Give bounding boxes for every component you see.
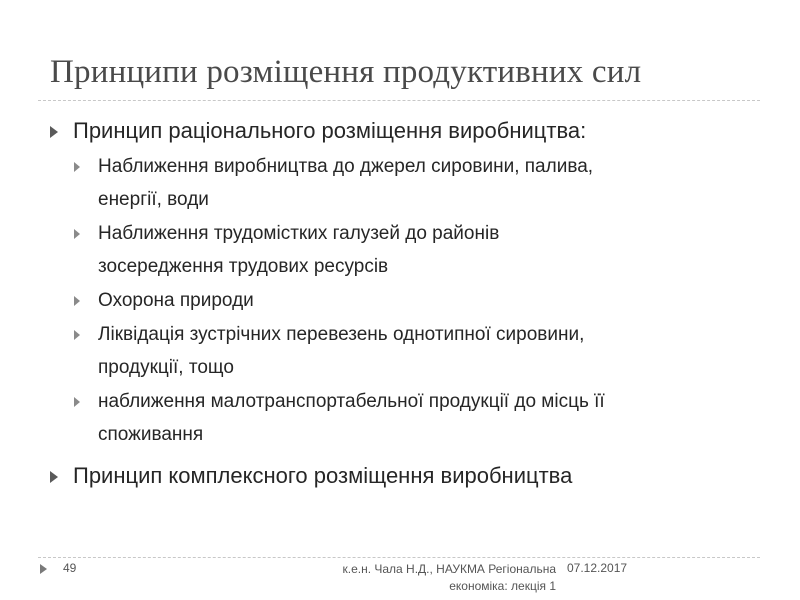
bullet-text: Принцип раціонального розміщення виробництва: bbox=[73, 118, 587, 143]
triangle-bullet-icon bbox=[50, 126, 58, 138]
slide-content bbox=[48, 117, 748, 490]
small-triangle-bullet-icon bbox=[74, 296, 80, 306]
bullet-rational-placement bbox=[48, 117, 748, 145]
title-divider bbox=[38, 100, 760, 101]
triangle-marker-icon bbox=[40, 564, 47, 574]
subbullet-line: наближення малотранспортабельної продукції до місць її bbox=[98, 391, 605, 412]
small-triangle-bullet-icon bbox=[74, 162, 80, 172]
subbullet-line: Охорона природи bbox=[98, 290, 254, 311]
subbullet-line: Наближення виробництва до джерел сировини, палива, bbox=[98, 156, 594, 177]
subbullet-line: Ліквідація зустрічних перевезень однотипної сировини, bbox=[98, 324, 585, 345]
subbullet-line: енергії, води bbox=[98, 189, 209, 210]
subbullet-line: Наближення трудомістких галузей до районів bbox=[98, 223, 500, 244]
small-triangle-bullet-icon bbox=[74, 397, 80, 407]
footer-author bbox=[288, 561, 556, 595]
page-number: 49 bbox=[63, 561, 77, 575]
small-triangle-bullet-icon bbox=[74, 330, 80, 340]
footer-date: 07.12.2017 bbox=[567, 561, 628, 575]
footer-divider bbox=[38, 557, 760, 558]
subbullet-line: споживання bbox=[98, 424, 204, 445]
bullet-complex-placement bbox=[48, 462, 748, 490]
subbullet-line: зосередження трудових ресурсів bbox=[98, 256, 389, 277]
subbullet-item bbox=[71, 318, 748, 384]
subbullet-item bbox=[71, 284, 748, 317]
triangle-bullet-icon bbox=[50, 471, 58, 483]
subbullet-item bbox=[71, 150, 748, 216]
footer-author-line: к.е.н. Чала Н.Д., НАУКМА Регіональна bbox=[342, 562, 556, 576]
small-triangle-bullet-icon bbox=[74, 229, 80, 239]
subbullet-item bbox=[71, 217, 748, 283]
footer-author-line: економіка: лекція 1 bbox=[449, 579, 556, 593]
subbullet-item bbox=[71, 385, 748, 451]
bullet-text: Принцип комплексного розміщення виробництва bbox=[73, 463, 573, 488]
subbullet-line: продукції, тощо bbox=[98, 357, 234, 378]
slide-title: Принципи розміщення продуктивних сил bbox=[50, 54, 642, 90]
